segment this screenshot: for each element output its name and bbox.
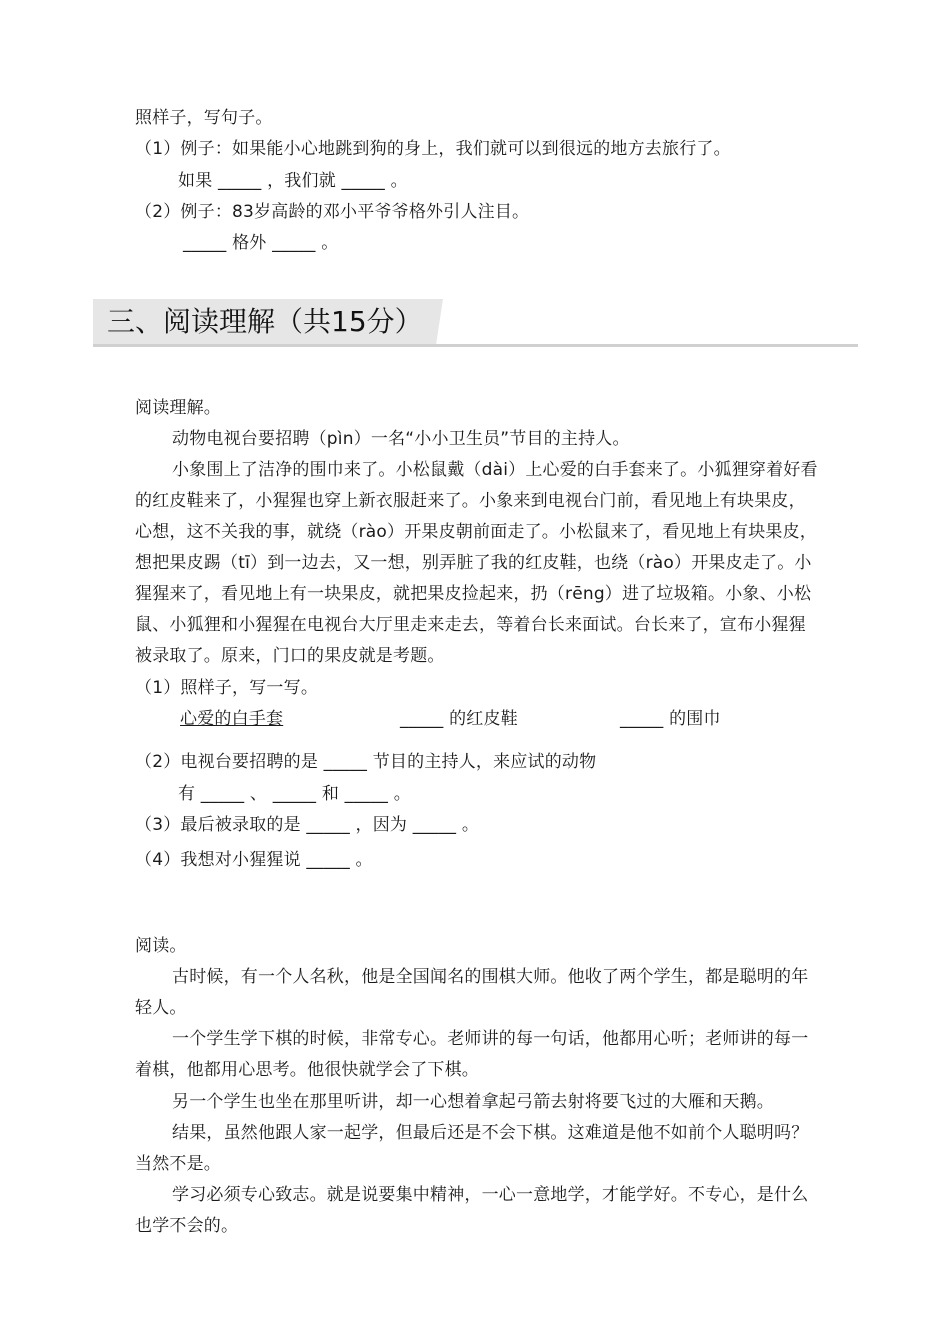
- reading1-q1-blank-shoes: _____ 的红皮鞋: [400, 709, 518, 729]
- section-header: [93, 299, 858, 347]
- reading1-line: 被录取了。原来，门口的果皮就是考题。: [135, 646, 445, 666]
- section-header-rule: [93, 344, 858, 347]
- reading2-line: 轻人。: [135, 998, 187, 1018]
- reading2-line: 当然不是。: [135, 1154, 221, 1174]
- reading1-line: 动物电视台要招聘（pìn）一名“小小卫生员”节目的主持人。: [172, 429, 630, 449]
- reading1-line: 鼠、小狐狸和小猩猩在电视台大厅里走来走去，等着台长来面试。台长来了，宣布小猩猩: [135, 615, 806, 635]
- reading2-line: 着棋，他都用心思考。他很快就学会了下棋。: [135, 1060, 479, 1080]
- reading1-q2-line2: 有 _____ 、 _____ 和 _____ 。: [178, 784, 411, 804]
- reading1-q1: （1）照样子，写一写。: [135, 678, 319, 698]
- reading2-line: 结果，虽然他跟人家一起学，但最后还是不会下棋。这难道是他不如前个人聪明吗？: [172, 1123, 809, 1143]
- exercise-q2-example: （2）例子：83岁高龄的邓小平爷爷格外引人注目。: [135, 202, 530, 222]
- reading2-line: 学习必须专心致志。就是说要集中精神，一心一意地学，才能学好。不专心，是什么: [172, 1185, 809, 1205]
- reading1-line: 想把果皮踢（tī）到一边去，又一想，别弄脏了我的红皮鞋，也绕（rào）开果皮走了。小: [135, 553, 812, 573]
- reading1-q3: （3）最后被录取的是 _____ ，因为 _____ 。: [135, 815, 480, 835]
- reading1-heading: 阅读理解。: [135, 398, 221, 418]
- reading2-line: 另一个学生也坐在那里听讲，却一心想着拿起弓箭去射将要飞过的大雁和天鹅。: [172, 1092, 774, 1112]
- reading1-line: 心想，这不关我的事，就绕（rào）开果皮朝前面走了。小松鼠来了，看见地上有块果皮，: [135, 522, 818, 542]
- reading2-line: 也学不会的。: [135, 1216, 239, 1236]
- exercise-q1-example: （1）例子：如果能小心地跳到狗的身上，我们就可以到很远的地方去旅行了。: [135, 139, 731, 159]
- reading2-heading: 阅读。: [135, 936, 187, 956]
- reading1-q2-line1: （2）电视台要招聘的是 _____ 节目的主持人，来应试的动物: [135, 752, 597, 772]
- reading2-line: 一个学生学下棋的时候，非常专心。老师讲的每一句话，他都用心听；老师讲的每一: [172, 1029, 809, 1049]
- reading1-q1-blank-scarf: _____ 的围巾: [620, 709, 721, 729]
- reading1-q4: （4）我想对小猩猩说 _____ 。: [135, 850, 373, 870]
- reading1-line: 小象围上了洁净的围巾来了。小松鼠戴（dài）上心爱的白手套来了。小狐狸穿着好看: [172, 460, 818, 480]
- reading1-line: 的红皮鞋来了，小猩猩也穿上新衣服赶来了。小象来到电视台门前，看见地上有块果皮，: [135, 491, 806, 511]
- reading2-line: 古时候，有一个人名秋，他是全国闻名的围棋大师。他收了两个学生，都是聪明的年: [172, 967, 809, 987]
- exercise-instruction: 照样子，写句子。: [135, 108, 273, 128]
- exercise-q1-template: 如果 _____ ，我们就 _____ 。: [178, 171, 408, 191]
- reading1-q1-example: 心爱的白手套: [180, 709, 284, 729]
- exercise-q2-template: _____ 格外 _____ 。: [183, 233, 339, 253]
- reading1-line: 猩猩来了，看见地上有一块果皮，就把果皮捡起来，扔（rēng）进了垃圾箱。小象、小松: [135, 584, 812, 604]
- section-title: 三、阅读理解（共15分）: [107, 305, 423, 338]
